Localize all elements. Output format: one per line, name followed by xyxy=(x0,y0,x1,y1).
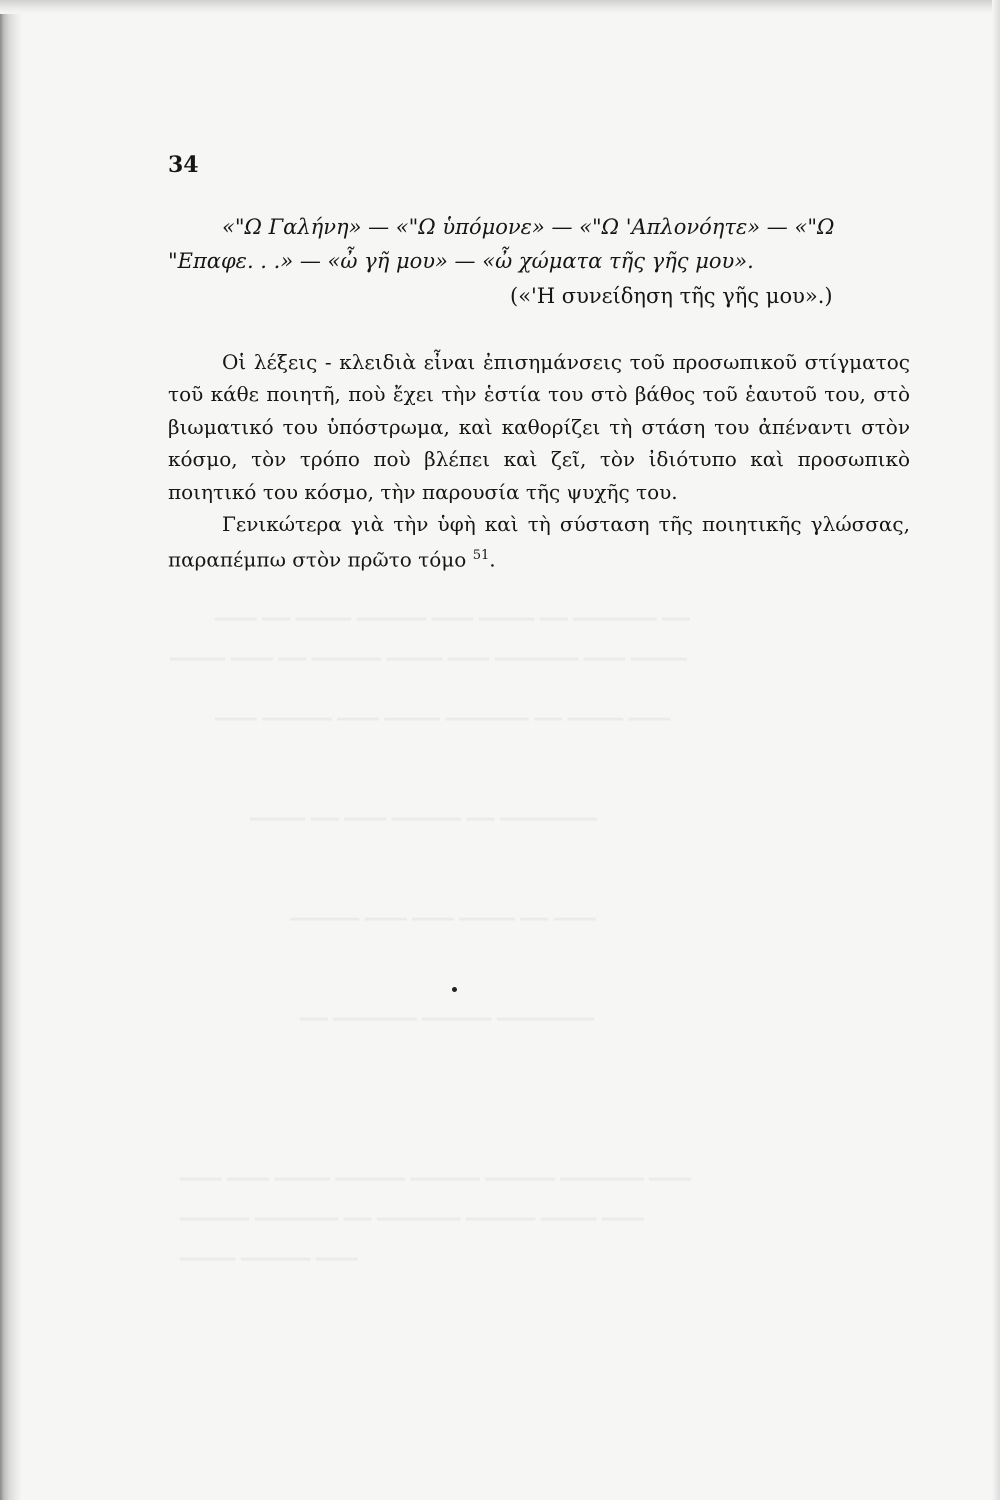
bleed-through-line: ▁▁▁▁ ▁▁▁ ▁▁ ▁▁▁▁▁ ▁▁▁▁ ▁▁▁ ▁▁▁▁▁▁ ▁▁▁ ▁▁▁▁ xyxy=(170,640,687,661)
body-paragraph-2-end: . xyxy=(489,548,496,573)
bleed-through-line: ▁▁ ▁▁▁▁▁▁ ▁▁▁▁▁ ▁▁▁▁▁▁▁ xyxy=(300,1000,595,1021)
ink-speck xyxy=(452,987,457,992)
bleed-through-line: ▁▁▁ ▁▁▁ ▁▁▁▁ ▁▁▁▁▁ ▁▁▁▁▁ ▁▁▁▁▁ ▁▁▁▁▁▁ ▁▁▁ xyxy=(180,1160,691,1181)
footnote-marker[interactable]: 51 xyxy=(472,548,490,564)
epigraph-attribution: («'Η συνείδηση τῆς γῆς μου».) xyxy=(510,284,833,308)
bleed-through-line: ▁▁▁ ▁▁▁▁▁ ▁▁▁ ▁▁▁▁ ▁▁▁▁▁▁ ▁▁ ▁▁▁▁ ▁▁▁ xyxy=(215,700,671,721)
bleed-through-line: ▁▁▁▁▁ ▁▁▁▁▁▁ ▁▁ ▁▁▁▁▁▁ ▁▁▁▁▁ ▁▁▁▁ ▁▁▁ xyxy=(180,1200,644,1221)
epigraph-line-2: "Επαφε. . .» — «ὦ γῆ μου» — «ὦ χώματα τῆς γῆς μου». xyxy=(168,249,754,273)
body-paragraph-2-text: Γενικώτερα γιὰ τὴν ὑφὴ καὶ τὴ σύσταση τῆς ποιητικῆς γλώσσας, παραπέμπω στὸν πρῶτο τόμο xyxy=(168,512,910,573)
bleed-through-line: ▁▁▁▁ ▁▁▁▁▁ ▁▁▁ xyxy=(180,1240,358,1261)
bleed-through-line: ▁▁▁▁▁ ▁▁▁ ▁▁▁ ▁▁▁▁ ▁▁ ▁▁▁ xyxy=(290,900,596,921)
body-paragraph-2 xyxy=(168,508,910,576)
epigraph xyxy=(168,210,910,278)
bleed-through-line: ▁▁▁ ▁▁ ▁▁▁▁ ▁▁▁▁▁ ▁▁▁ ▁▁▁▁ ▁▁ ▁▁▁▁▁▁ ▁▁ xyxy=(215,600,690,621)
body-paragraph-1: Οἱ λέξεις - κλειδιὰ εἶναι ἐπισημάνσεις τοῦ προσωπικοῦ στίγματος τοῦ κάθε ποιητῆ, ποὺ ἔχει τὴν ἑστία του στὸ βάθος τοῦ ἑαυτοῦ του, στὸ βιωματικό του ὑπόστρωμα, καὶ καθορίζει τὴ στάση του ἀπέναντι στὸν κόσμο, τὸν τρόπο ποὺ βλέπει καὶ ζεῖ, τὸν ἰδιότυπο καὶ προσωπικὸ ποιητικό του κόσμο, τὴν παρουσία τῆς ψυχῆς του. xyxy=(168,350,910,504)
epigraph-line-1: «"Ω Γαλήνη» — «"Ω ὑπόμονε» — «"Ω 'Απλονόητε» — «"Ω xyxy=(222,215,835,239)
page-number: 34 xyxy=(168,152,199,178)
bleed-through-line: ▁▁▁▁ ▁▁ ▁▁▁ ▁▁▁▁▁ ▁▁ ▁▁▁▁▁▁▁ xyxy=(250,800,597,821)
